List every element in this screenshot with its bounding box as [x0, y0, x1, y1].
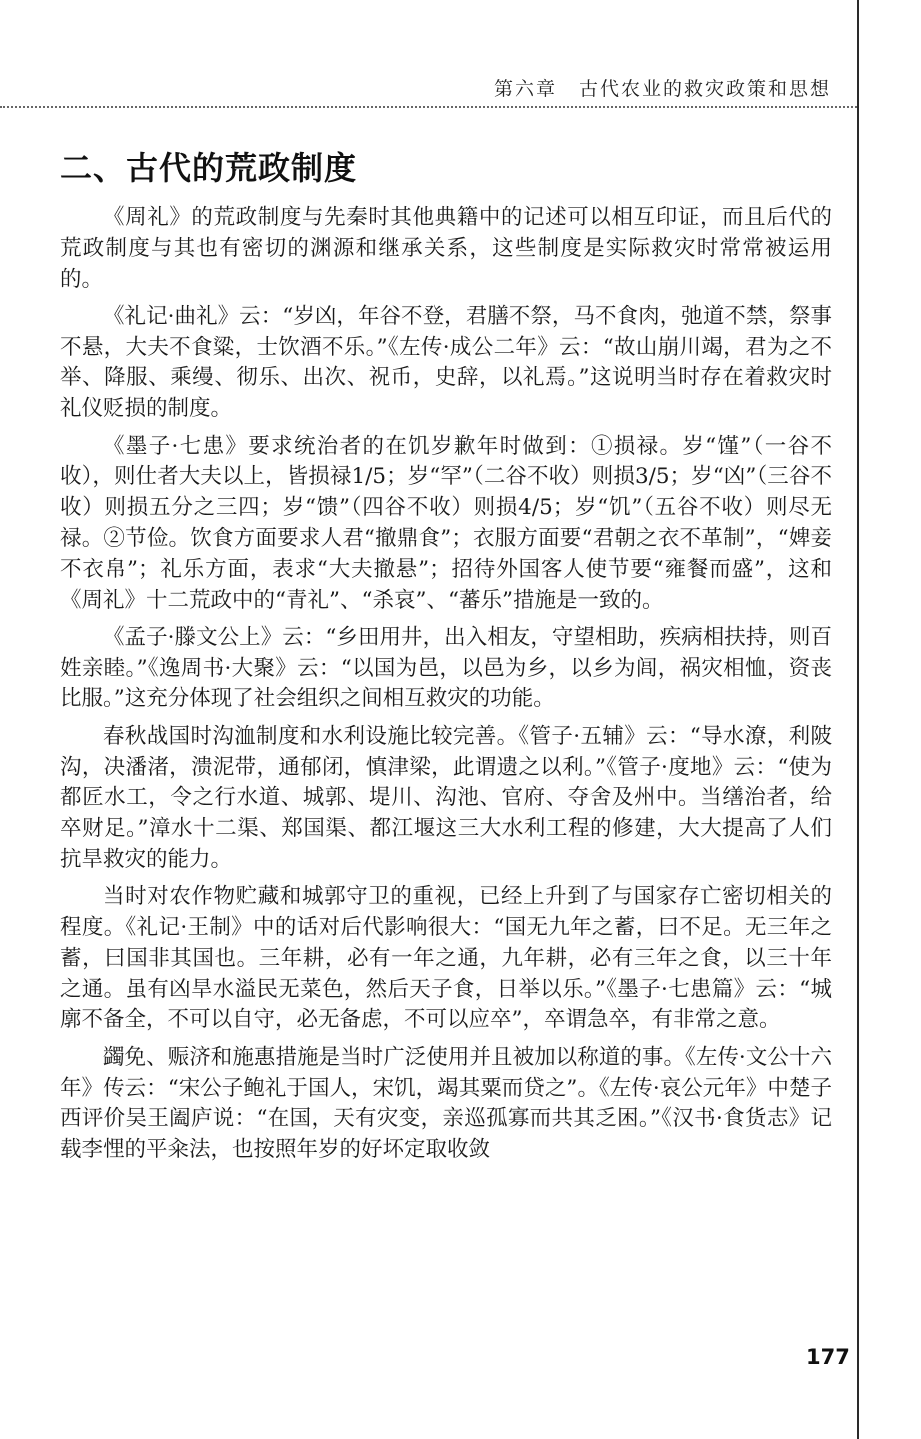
paragraph: 《礼记·曲礼》云：“岁凶，年谷不登，君膳不祭，马不食肉，弛道不禁，祭事不悬，大夫不食粱，士饮酒不乐。”《左传·成公二年》云：“故山崩川竭，君为之不举、降服、乘缦、彻乐、出次、祝币，史辞，以礼焉。”这说明当时存在着救灾时礼仪贬损的制度。 [60, 303, 832, 422]
paragraph: 《墨子·七患》要求统治者的在饥岁歉年时做到：①损禄。岁“馑”（一谷不收），则仕者大夫以上，皆损禄1/5；岁“罕”（二谷不收）则损3/5；岁“凶”（三谷不收）则损五分之三四；岁“馈”（四谷不收）则损4/5；岁“饥”（五谷不收）则尽无禄。②节俭。饮食方面要求人君“撤鼎食”；衣服方面要“君朝之衣不革制”，“婢妾不衣帛”；礼乐方面，表求“大夫撤悬”；招待外国客人使节要“雍餐而盛”，这和《周礼》十二荒政中的“青礼”、“杀哀”、“蕃乐”措施是一致的。 [60, 433, 832, 613]
body-text [60, 203, 832, 1172]
running-header [494, 74, 831, 101]
chapter-number: 第六章 [493, 78, 557, 100]
page-edge-rule [857, 0, 859, 1439]
chapter-title: 古代农业的救灾政策和思想 [578, 78, 831, 100]
paragraph: 蠲免、赈济和施惠措施是当时广泛使用并且被加以称道的事。《左传·文公十六年》传云：“宋公子鲍礼于国人，宋饥，竭其粟而贷之”。《左传·哀公元年》中楚子西评价吴王阖庐说：“在国，天有灾变，亲巡孤寡而共其乏困。”《汉书·食货志》记载李悝的平籴法，也按照年岁的好坏定取收敛 [60, 1044, 832, 1163]
paragraph: 春秋战国时沟洫制度和水利设施比较完善。《管子·五辅》云：“导水潦，利陂沟，决潘渚，溃泥带，通郁闭，慎津梁，此谓遗之以利。”《管子·度地》云：“使为都匠水工，令之行水道、城郭、堤川、沟池、官府、夺舍及州中。当缮治者，给卒财足。”漳水十二渠、郑国渠、都江堰这三大水利工程的修建，大大提高了人们抗旱救灾的能力。 [60, 723, 832, 872]
paragraph: 当时对农作物贮藏和城郭守卫的重视，已经上升到了与国家存亡密切相关的程度。《礼记·王制》中的话对后代影响很大：“国无九年之蓄，曰不足。无三年之蓄，曰国非其国也。三年耕，必有一年之通，九年耕，必有三年之食，以三十年之通。虽有凶旱水溢民无菜色，然后天子食，日举以乐。”《墨子·七患篇》云：“城廓不备全，不可以自守，必无备虑，不可以应卒”，卒谓急卒，有非常之意。 [60, 884, 832, 1033]
page-number: 177 [806, 1345, 850, 1369]
section-title: 二、古代的荒政制度 [60, 149, 358, 187]
header-divider [0, 106, 857, 108]
paragraph: 《孟子·滕文公上》云：“乡田用井，出入相友，守望相助，疾病相扶持，则百姓亲睦。”《逸周书·大聚》云：“以国为邑，以邑为乡，以乡为闾，祸灾相恤，资丧比服。”这充分体现了社会组织之间相互救灾的功能。 [60, 624, 832, 712]
paragraph: 《周礼》的荒政制度与先秦时其他典籍中的记述可以相互印证，而且后代的荒政制度与其也有密切的渊源和继承关系，这些制度是实际救灾时常常被运用的。 [60, 205, 832, 292]
